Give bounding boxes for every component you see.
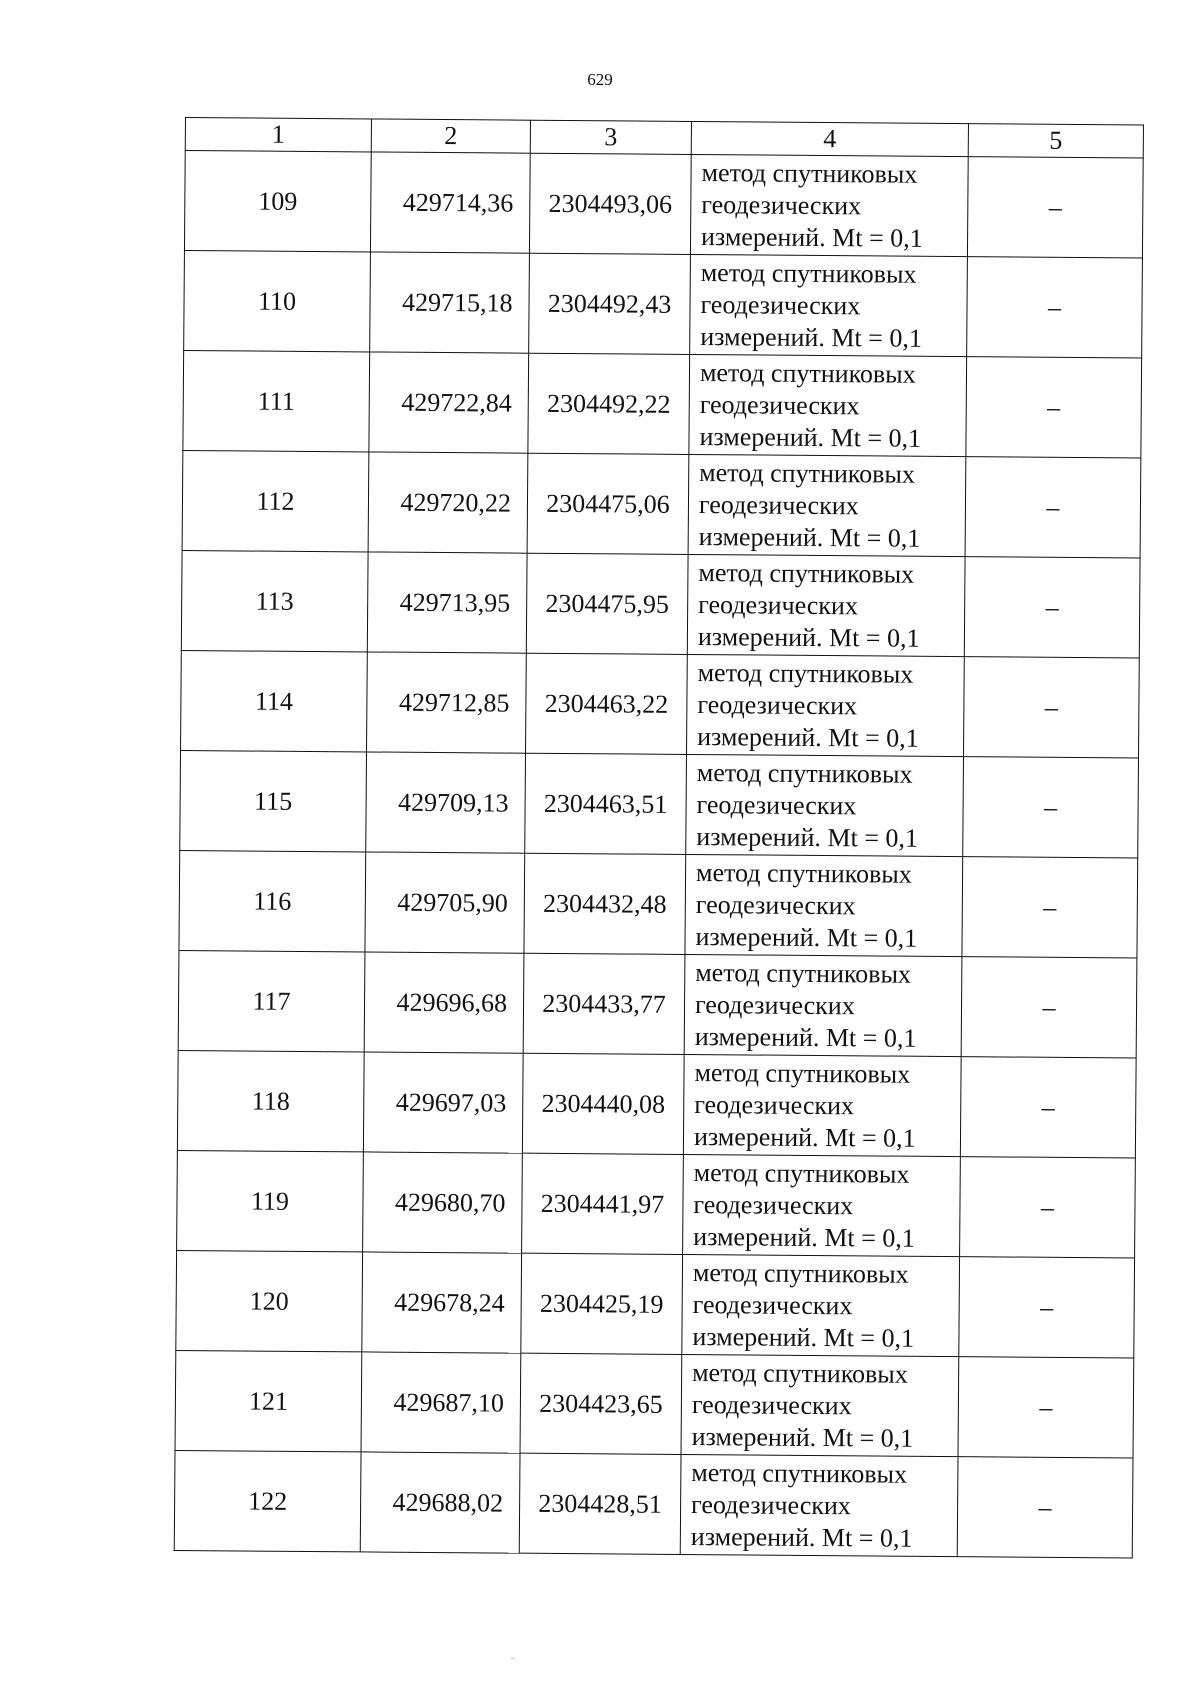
scan-artifact bbox=[511, 1658, 514, 1659]
coordinate-x-cell: 429715,18 bbox=[370, 252, 530, 353]
point-number-cell: 112 bbox=[182, 450, 369, 551]
method-line: измерений. Mt = 0,1 bbox=[692, 1321, 915, 1353]
coordinate-x-cell: 429696,68 bbox=[364, 952, 524, 1053]
method-cell bbox=[690, 254, 968, 356]
method-cell bbox=[684, 954, 962, 1056]
method-cell bbox=[686, 754, 964, 856]
method-line: измерений. Mt = 0,1 bbox=[700, 221, 923, 253]
coordinates-table-wrapper bbox=[174, 117, 1144, 1558]
method-cell bbox=[690, 154, 968, 256]
method-cell bbox=[680, 1454, 958, 1556]
note-cell: – bbox=[960, 1157, 1136, 1258]
point-number-cell: 110 bbox=[184, 250, 371, 351]
coordinate-y-cell: 2304433,77 bbox=[523, 953, 685, 1054]
coordinate-x-cell: 429688,02 bbox=[360, 1452, 520, 1553]
coordinate-x-cell: 429697,03 bbox=[363, 1052, 523, 1153]
point-number-cell: 117 bbox=[178, 950, 365, 1051]
method-cell bbox=[689, 354, 967, 456]
point-number-cell: 119 bbox=[177, 1150, 364, 1251]
coordinate-y-cell: 2304432,48 bbox=[524, 853, 686, 954]
method-line: геодезических bbox=[691, 1389, 852, 1420]
method-line: метод спутниковых bbox=[701, 157, 918, 189]
method-line: измерений. Mt = 0,1 bbox=[693, 1221, 915, 1253]
table-row bbox=[181, 550, 1140, 658]
point-number-cell: 116 bbox=[179, 850, 366, 951]
point-number-cell: 122 bbox=[174, 1450, 361, 1551]
method-line: геодезических bbox=[697, 689, 858, 720]
header-cell-1: 1 bbox=[185, 118, 371, 152]
coordinate-x-cell: 429722,84 bbox=[369, 352, 529, 453]
coordinate-y-cell: 2304463,22 bbox=[526, 653, 688, 754]
method-line: метод спутниковых bbox=[691, 1457, 908, 1489]
method-line: геодезических bbox=[699, 389, 860, 420]
method-line: метод спутниковых bbox=[700, 257, 917, 289]
note-cell: – bbox=[965, 457, 1141, 558]
coordinates-table bbox=[174, 117, 1144, 1558]
note-cell: – bbox=[966, 357, 1142, 458]
note-cell: – bbox=[960, 1057, 1136, 1158]
method-line: метод спутниковых bbox=[699, 457, 916, 489]
coordinate-x-cell: 429678,24 bbox=[362, 1252, 522, 1353]
coordinate-x-cell: 429705,90 bbox=[365, 852, 525, 953]
note-cell: – bbox=[957, 1457, 1133, 1558]
note-cell: – bbox=[964, 657, 1140, 758]
method-line: измерений. Mt = 0,1 bbox=[699, 421, 922, 453]
coordinate-y-cell: 2304475,95 bbox=[526, 553, 688, 654]
note-cell: – bbox=[964, 557, 1140, 658]
method-line: измерений. Mt = 0,1 bbox=[697, 621, 920, 653]
coordinate-y-cell: 2304493,06 bbox=[529, 153, 691, 254]
note-cell: – bbox=[961, 957, 1137, 1058]
note-cell: – bbox=[967, 257, 1143, 358]
coordinate-x-cell: 429713,95 bbox=[367, 552, 527, 653]
table-row bbox=[174, 1450, 1133, 1558]
method-line: метод спутниковых bbox=[698, 557, 915, 589]
method-line: геодезических bbox=[692, 1289, 853, 1320]
coordinate-y-cell: 2304425,19 bbox=[521, 1253, 683, 1354]
method-line: измерений. Mt = 0,1 bbox=[691, 1421, 914, 1453]
method-line: геодезических bbox=[694, 1089, 855, 1120]
table-row bbox=[178, 950, 1137, 1058]
method-line: измерений. Mt = 0,1 bbox=[696, 821, 919, 853]
table-row bbox=[181, 650, 1140, 758]
coordinate-y-cell: 2304492,43 bbox=[529, 253, 691, 354]
method-cell bbox=[682, 1254, 960, 1356]
table-row bbox=[175, 1350, 1134, 1458]
coordinate-x-cell: 429720,22 bbox=[368, 452, 528, 553]
coordinate-y-cell: 2304428,51 bbox=[519, 1453, 681, 1554]
method-line: геодезических bbox=[694, 989, 855, 1020]
method-cell bbox=[683, 1054, 961, 1156]
point-number-cell: 118 bbox=[177, 1050, 364, 1151]
method-line: геодезических bbox=[698, 589, 859, 620]
coordinate-y-cell: 2304440,08 bbox=[522, 1053, 684, 1154]
method-line: измерений. Mt = 0,1 bbox=[698, 521, 921, 553]
method-cell bbox=[687, 554, 965, 656]
coordinate-x-cell: 429712,85 bbox=[367, 652, 527, 753]
method-line: метод спутниковых bbox=[692, 1357, 908, 1389]
method-cell bbox=[683, 1154, 961, 1256]
point-number-cell: 111 bbox=[183, 350, 370, 451]
coordinate-x-cell: 429709,13 bbox=[366, 752, 526, 853]
coordinate-y-cell: 2304441,97 bbox=[522, 1153, 684, 1254]
table-row bbox=[180, 750, 1139, 858]
coordinate-x-cell: 429680,70 bbox=[363, 1152, 523, 1253]
method-line: измерений. Mt = 0,1 bbox=[694, 1021, 917, 1053]
header-cell-5: 5 bbox=[968, 124, 1143, 158]
method-line: измерений. Mt = 0,1 bbox=[690, 1521, 913, 1553]
method-line: измерений. Mt = 0,1 bbox=[693, 1121, 916, 1153]
table-row bbox=[184, 151, 1143, 259]
method-line: метод спутниковых bbox=[695, 857, 912, 889]
note-cell: – bbox=[963, 757, 1139, 858]
point-number-cell: 109 bbox=[184, 151, 371, 252]
point-number-cell: 115 bbox=[180, 750, 367, 851]
coordinate-y-cell: 2304475,06 bbox=[527, 453, 689, 554]
method-line: метод спутниковых bbox=[693, 1157, 910, 1189]
point-number-cell: 114 bbox=[181, 650, 368, 751]
note-cell: – bbox=[959, 1257, 1135, 1358]
table-body bbox=[174, 151, 1143, 1558]
table-row bbox=[177, 1050, 1136, 1158]
header-cell-4: 4 bbox=[691, 121, 968, 156]
table-row bbox=[182, 450, 1141, 558]
point-number-cell: 120 bbox=[176, 1250, 363, 1351]
point-number-cell: 121 bbox=[175, 1350, 362, 1451]
coordinate-x-cell: 429714,36 bbox=[370, 152, 530, 253]
method-cell bbox=[685, 854, 963, 956]
method-line: метод спутниковых bbox=[697, 657, 914, 689]
method-line: геодезических bbox=[695, 889, 856, 920]
point-number-cell: 113 bbox=[181, 550, 368, 651]
table-row bbox=[179, 850, 1138, 958]
table-row bbox=[176, 1250, 1135, 1358]
coordinate-y-cell: 2304492,22 bbox=[528, 353, 690, 454]
method-line: метод спутниковых bbox=[694, 1057, 911, 1089]
method-cell bbox=[688, 454, 966, 556]
method-line: геодезических bbox=[698, 489, 859, 520]
method-line: геодезических bbox=[691, 1489, 851, 1520]
method-cell bbox=[681, 1354, 959, 1456]
method-line: измерений. Mt = 0,1 bbox=[697, 721, 919, 753]
table-row bbox=[177, 1150, 1136, 1258]
method-line: геодезических bbox=[693, 1189, 854, 1220]
header-cell-2: 2 bbox=[371, 119, 530, 153]
method-line: геодезических bbox=[696, 789, 857, 820]
note-cell: – bbox=[962, 857, 1138, 958]
coordinate-y-cell: 2304423,65 bbox=[520, 1353, 682, 1454]
method-line: измерений. Mt = 0,1 bbox=[695, 921, 918, 953]
method-line: метод спутниковых bbox=[692, 1257, 909, 1289]
note-cell: – bbox=[958, 1357, 1134, 1458]
coordinate-y-cell: 2304463,51 bbox=[525, 753, 687, 854]
method-line: метод спутниковых bbox=[699, 357, 916, 389]
method-line: метод спутниковых bbox=[696, 757, 913, 789]
note-cell: – bbox=[967, 157, 1143, 258]
coordinate-x-cell: 429687,10 bbox=[361, 1352, 521, 1453]
table-row bbox=[183, 350, 1142, 458]
method-line: геодезических bbox=[700, 289, 861, 320]
method-cell bbox=[687, 654, 965, 756]
header-cell-3: 3 bbox=[530, 120, 691, 154]
method-line: геодезических bbox=[701, 189, 862, 220]
method-line: метод спутниковых bbox=[695, 957, 912, 989]
method-line: измерений. Mt = 0,1 bbox=[700, 321, 923, 353]
table-row bbox=[184, 250, 1143, 358]
page-number: 629 bbox=[587, 70, 613, 89]
